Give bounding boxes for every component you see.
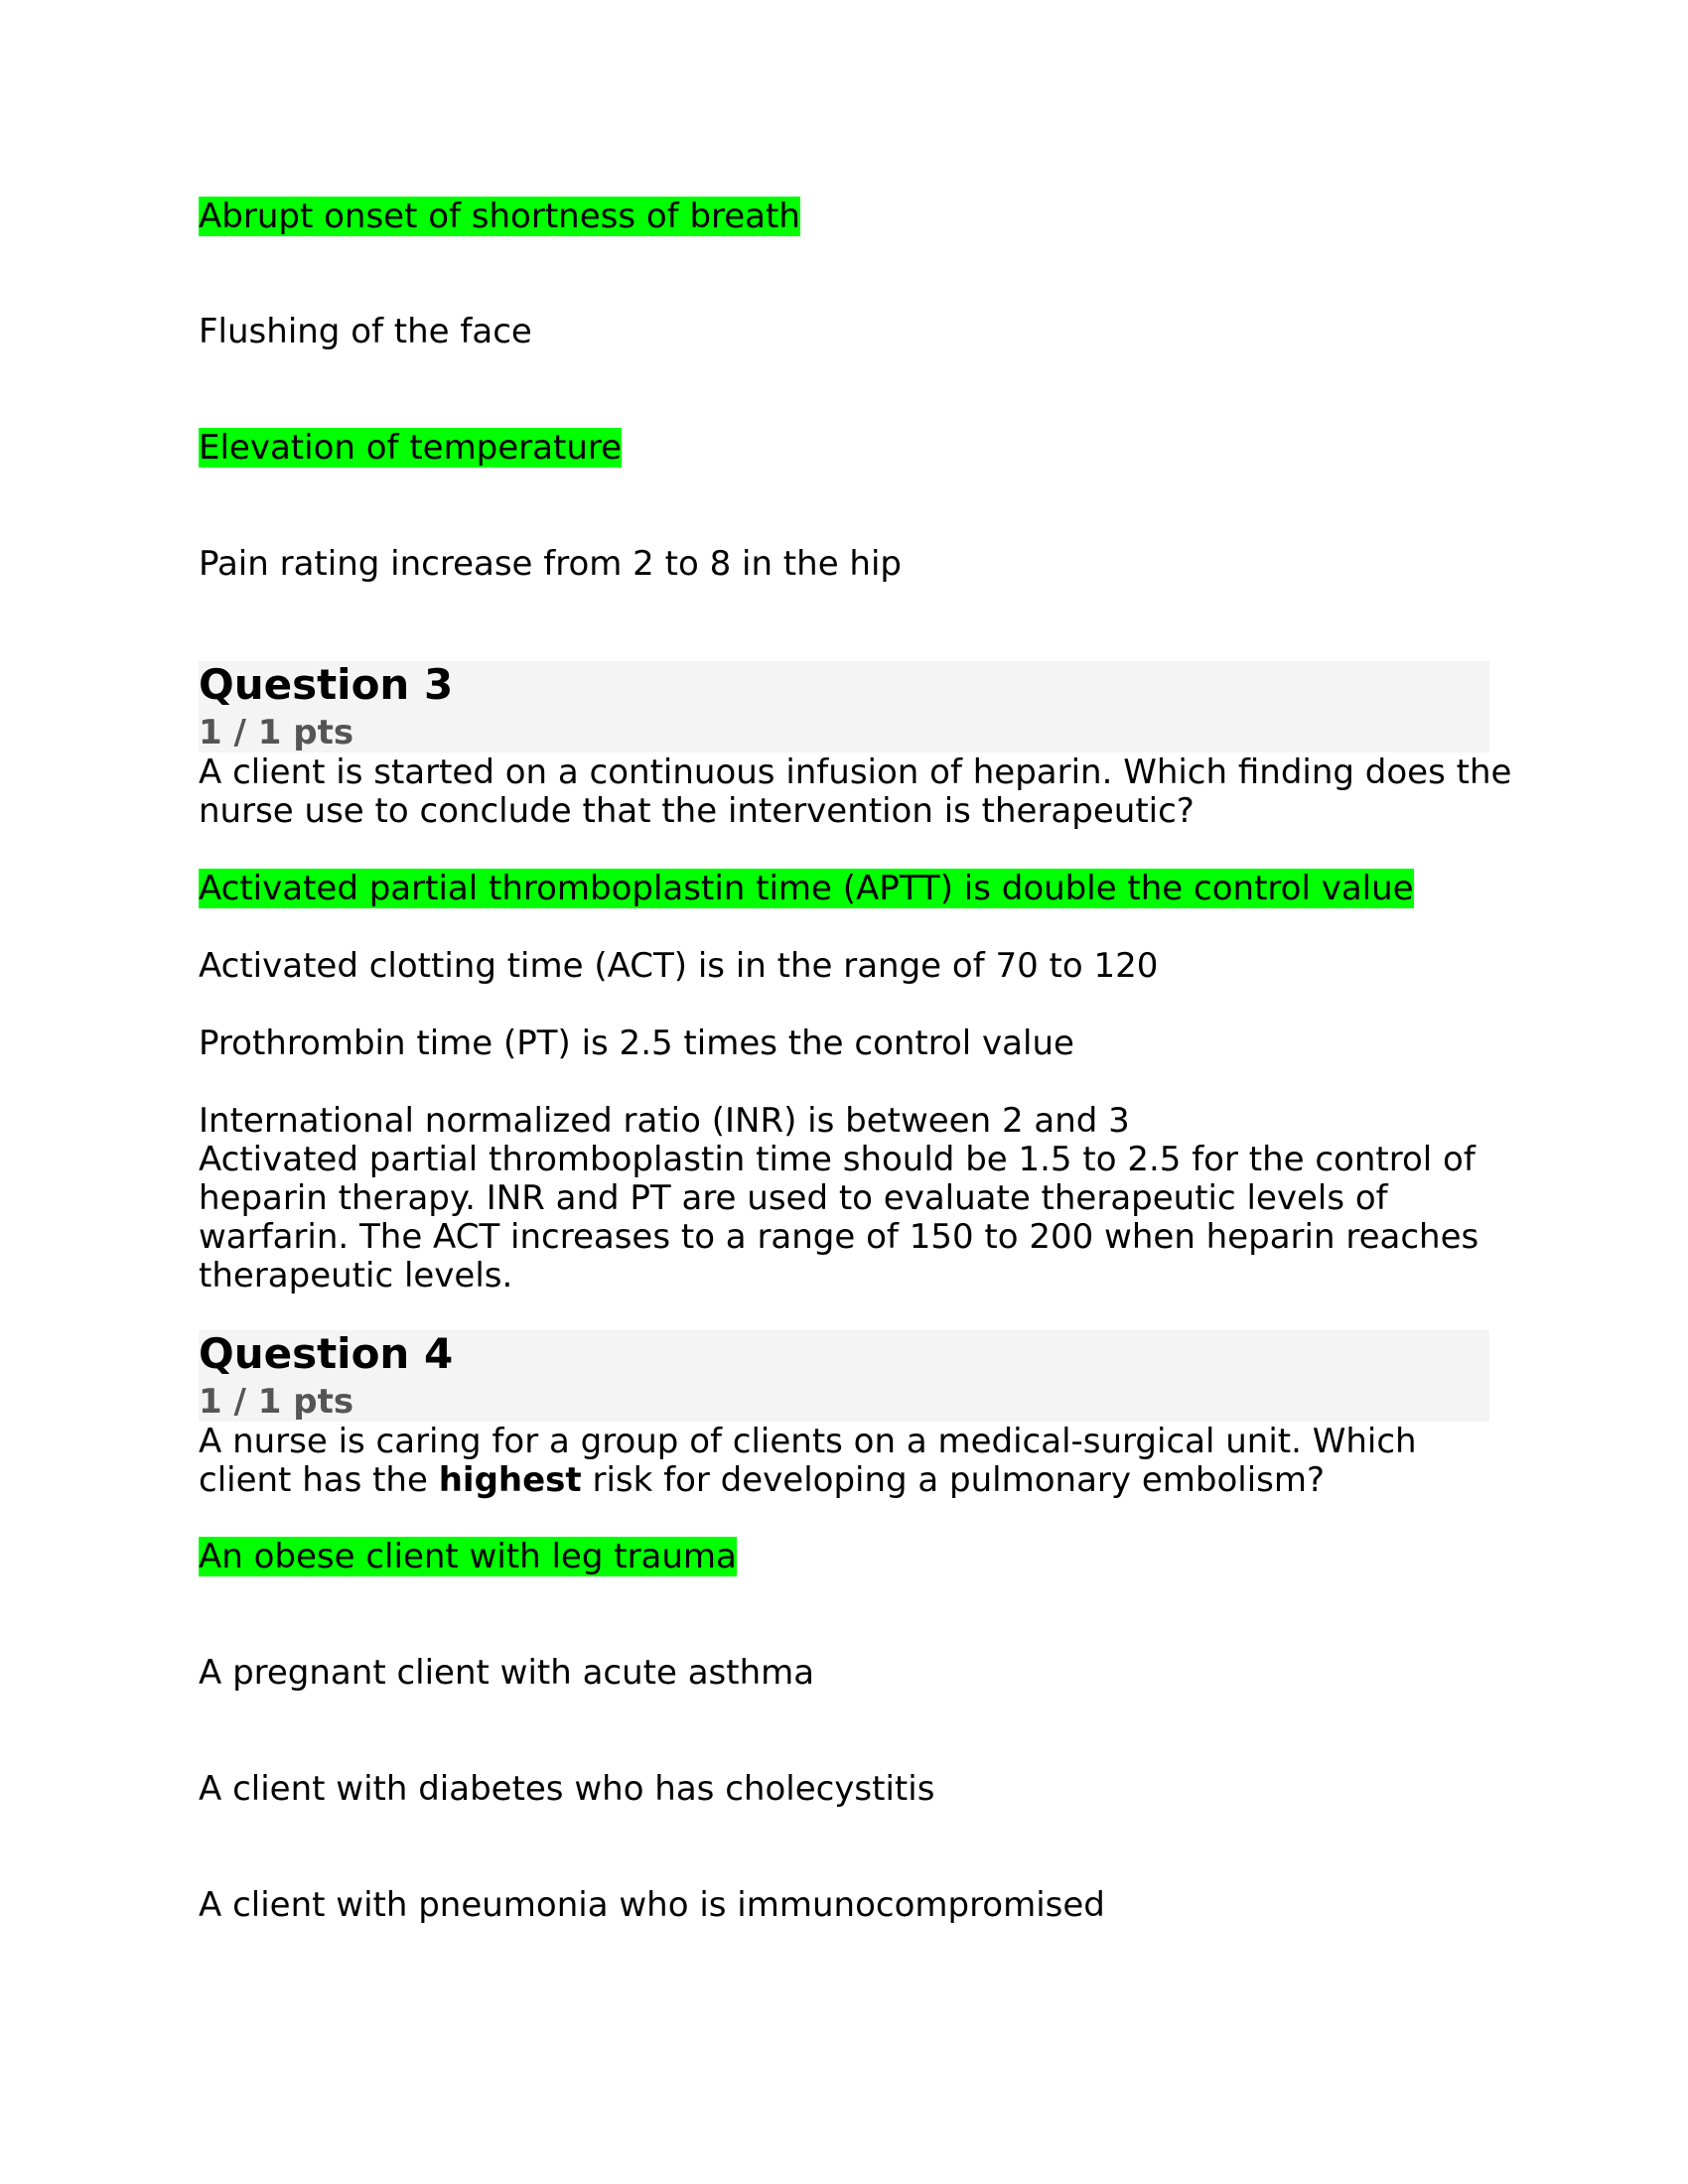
q2-option-3[interactable] (199, 429, 622, 468)
q3-rationale-line-3: warfarin. The ACT increases to a range of 150 to 200 when heparin reaches (199, 1217, 1479, 1257)
q4-option-1[interactable] (199, 1538, 737, 1576)
prompt-text: client has the (199, 1460, 439, 1500)
q2-option-2[interactable]: Flushing of the face (199, 312, 532, 351)
q4-option-2[interactable]: A pregnant client with acute asthma (199, 1653, 815, 1693)
correct-answer-highlight: Activated partial thromboplastin time (APTT) is double the control value (199, 869, 1414, 908)
prompt-text: risk for developing a pulmonary embolism? (581, 1460, 1326, 1500)
question-3-prompt-line-1: A client is started on a continuous infusion of heparin. Which finding does the (199, 752, 1512, 792)
q4-option-4[interactable]: A client with pneumonia who is immunocompromised (199, 1885, 1105, 1925)
correct-answer-highlight: An obese client with leg trauma (199, 1537, 737, 1576)
q3-rationale-line-1: Activated partial thromboplastin time should be 1.5 to 2.5 for the control of (199, 1140, 1476, 1179)
q2-option-1[interactable] (199, 198, 800, 236)
question-3-prompt-line-2: nurse use to conclude that the intervention is therapeutic? (199, 791, 1195, 831)
correct-answer-highlight: Elevation of temperature (199, 428, 623, 468)
question-3-title: Question 3 (199, 660, 454, 709)
correct-answer-highlight: Abrupt onset of shortness of breath (199, 197, 800, 236)
prompt-emphasis: highest (438, 1460, 582, 1500)
q3-rationale-line-2: heparin therapy. INR and PT are used to evaluate therapeutic levels of (199, 1178, 1388, 1218)
q4-option-3[interactable]: A client with diabetes who has cholecystitis (199, 1769, 935, 1809)
q3-rationale-line-4: therapeutic levels. (199, 1256, 513, 1296)
question-4-prompt-line-2 (199, 1461, 1325, 1500)
q3-option-2[interactable]: Activated clotting time (ACT) is in the range of 70 to 120 (199, 946, 1159, 986)
question-4-prompt-line-1: A nurse is caring for a group of clients on a medical-surgical unit. Which (199, 1422, 1417, 1461)
question-4-title: Question 4 (199, 1329, 454, 1378)
q2-option-4[interactable]: Pain rating increase from 2 to 8 in the hip (199, 544, 902, 584)
q3-option-4[interactable]: International normalized ratio (INR) is between 2 and 3 (199, 1101, 1130, 1141)
question-4-points: 1 / 1 pts (199, 1382, 354, 1422)
question-3-points: 1 / 1 pts (199, 713, 354, 752)
q3-option-1[interactable] (199, 870, 1414, 908)
q3-option-3[interactable]: Prothrombin time (PT) is 2.5 times the control value (199, 1024, 1074, 1063)
